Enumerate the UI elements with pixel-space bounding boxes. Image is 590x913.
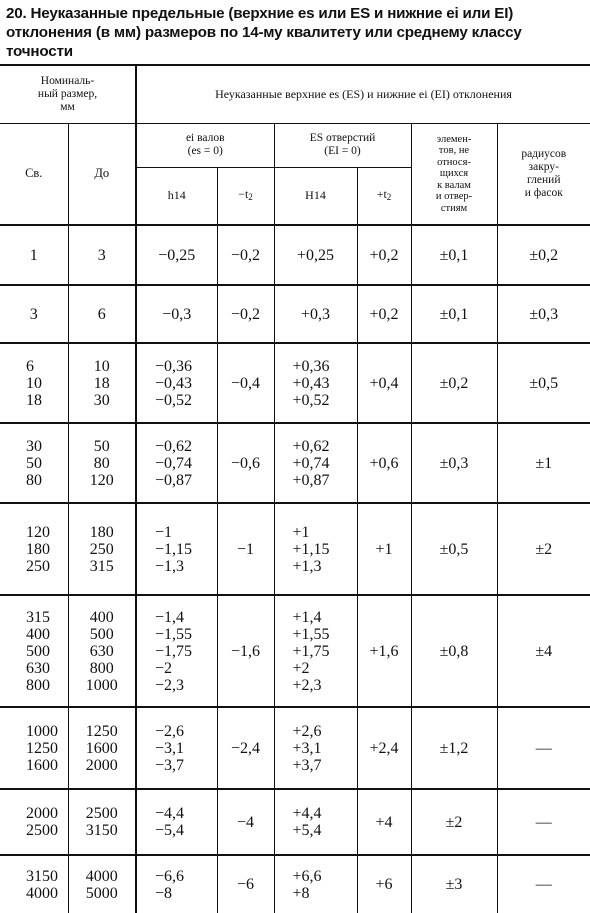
cell-minus-t2: −1: [217, 503, 274, 595]
cell-radii: ±0,5: [497, 343, 590, 423]
header-from: Св.: [0, 123, 68, 225]
cell-radii: ±4: [497, 595, 590, 707]
cell-h14: −1 −1,15 −1,3: [136, 503, 217, 595]
cell-H14: +6,6 +8: [274, 855, 357, 913]
cell-H14: +2,6 +3,1 +3,7: [274, 707, 357, 789]
cell-H14: +0,3: [274, 285, 357, 343]
header-H14: H14: [274, 167, 357, 225]
cell-minus-t2: −6: [217, 855, 274, 913]
cell-radii: ±1: [497, 423, 590, 503]
table-row: [0, 789, 590, 855]
cell-from: 6 10 18: [0, 343, 68, 423]
cell-H14: +1,4 +1,55 +1,75 +2 +2,3: [274, 595, 357, 707]
cell-plus-t2: +4: [357, 789, 411, 855]
table-row: [0, 707, 590, 789]
header-radii-chamfers: радиусов закру- глений и фасок: [497, 123, 590, 225]
cell-plus-t2: +6: [357, 855, 411, 913]
cell-other-elements: ±0,1: [411, 225, 497, 285]
cell-to: 2500 3150: [68, 789, 136, 855]
cell-minus-t2: −0,2: [217, 285, 274, 343]
cell-h14: −4,4 −5,4: [136, 789, 217, 855]
cell-plus-t2: +0,4: [357, 343, 411, 423]
cell-from: 315 400 500 630 800: [0, 595, 68, 707]
cell-plus-t2: +0,2: [357, 285, 411, 343]
cell-radii: —: [497, 707, 590, 789]
cell-to: 180 250 315: [68, 503, 136, 595]
cell-h14: −0,3: [136, 285, 217, 343]
header-deviations: Неуказанные верхние es (ES) и нижние ei (EI) отклонения: [136, 65, 590, 123]
cell-radii: ±0,3: [497, 285, 590, 343]
table-row: [0, 343, 590, 423]
cell-H14: +0,25: [274, 225, 357, 285]
cell-to: 6: [68, 285, 136, 343]
cell-other-elements: ±2: [411, 789, 497, 855]
cell-to: 50 80 120: [68, 423, 136, 503]
cell-from: 2000 2500: [0, 789, 68, 855]
header-nominal-size: Номиналь- ный размер, мм: [0, 65, 136, 123]
cell-other-elements: ±0,2: [411, 343, 497, 423]
cell-from: 1: [0, 225, 68, 285]
cell-radii: ±2: [497, 503, 590, 595]
cell-H14: +0,36 +0,43 +0,52: [274, 343, 357, 423]
table-row: [0, 423, 590, 503]
cell-H14: +4,4 +5,4: [274, 789, 357, 855]
cell-to: 400 500 630 800 1000: [68, 595, 136, 707]
cell-to: 10 18 30: [68, 343, 136, 423]
cell-from: 3150 4000: [26, 867, 58, 902]
header-to: До: [68, 123, 136, 225]
cell-plus-t2: +2,4: [357, 707, 411, 789]
cell-to: 1250 1600 2000: [68, 707, 136, 789]
cell-H14: +0,62 +0,74 +0,87: [274, 423, 357, 503]
cell-other-elements: ±1,2: [411, 707, 497, 789]
cell-from: 3: [0, 285, 68, 343]
cell-radii: —: [497, 789, 590, 855]
cell-radii: —: [497, 855, 590, 913]
cell-from: 120 180 250: [0, 503, 68, 595]
table-row: [0, 503, 590, 595]
cell-to: 3: [68, 225, 136, 285]
tolerance-table: [0, 64, 590, 913]
table-row: [0, 225, 590, 285]
header-holes: ES отверстий (EI = 0): [274, 123, 411, 167]
table-title: 20. Неуказанные предельные (верхние es или ES и нижние ei или EI) отклонения (в мм) размеров по 14-му квалитету или среднему классу точности: [6, 5, 522, 60]
cell-plus-t2: +1: [357, 503, 411, 595]
cell-other-elements: ±0,3: [411, 423, 497, 503]
cell-minus-t2: −4: [217, 789, 274, 855]
cell-minus-t2: −0,4: [217, 343, 274, 423]
cell-h14: −0,62 −0,74 −0,87: [136, 423, 217, 503]
cell-h14: −0,25: [136, 225, 217, 285]
cell-minus-t2: −0,6: [217, 423, 274, 503]
cell-other-elements: ±0,1: [411, 285, 497, 343]
cell-from: 1000 1250 1600: [0, 707, 68, 789]
cell-from: 30 50 80: [0, 423, 68, 503]
cell-other-elements: ±0,5: [411, 503, 497, 595]
cell-other-elements: ±0,8: [411, 595, 497, 707]
cell-plus-t2: +1,6: [357, 595, 411, 707]
table-row: [0, 855, 590, 913]
cell-H14: +1 +1,15 +1,3: [274, 503, 357, 595]
header-other-elements: элемен- тов, не относя- щихся к валам и отвер- стиям: [411, 123, 497, 225]
cell-minus-t2: −0,2: [217, 225, 274, 285]
header-shafts: ei валов (es = 0): [136, 123, 274, 167]
cell-h14: −0,36 −0,43 −0,52: [136, 343, 217, 423]
cell-other-elements: ±3: [411, 855, 497, 913]
header-h14: h14: [136, 167, 217, 225]
cell-h14: −1,4 −1,55 −1,75 −2 −2,3: [136, 595, 217, 707]
cell-minus-t2: −1,6: [217, 595, 274, 707]
cell-plus-t2: +0,6: [357, 423, 411, 503]
table-row: [0, 595, 590, 707]
cell-radii: ±0,2: [497, 225, 590, 285]
cell-plus-t2: +0,2: [357, 225, 411, 285]
table-row: [0, 285, 590, 343]
cell-h14: −6,6 −8: [136, 855, 217, 913]
header-minus-t2: $-t_2$: [217, 167, 274, 225]
cell-to: 4000 5000: [68, 855, 136, 913]
cell-minus-t2: −2,4: [217, 707, 274, 789]
cell-h14: −2,6 −3,1 −3,7: [136, 707, 217, 789]
header-plus-t2: $+t_2$: [357, 167, 411, 225]
